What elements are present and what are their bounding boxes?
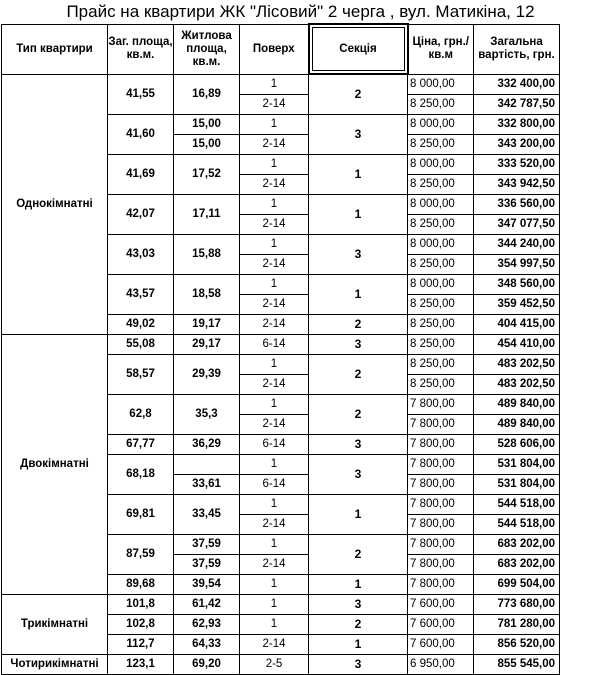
table-row xyxy=(2,74,560,94)
total-cost-cell: 544 518,00 xyxy=(474,514,560,534)
living-area-cell: 35,3 xyxy=(174,394,240,434)
living-area-cell: 17,11 xyxy=(174,194,240,234)
price-cell: 7 800,00 xyxy=(408,514,474,534)
floor-cell: 2-14 xyxy=(240,554,309,574)
total-cost-cell: 699 504,00 xyxy=(474,574,560,594)
header-living-area: Житлова площа, кв.м. xyxy=(174,24,240,74)
total-area-cell: 68,18 xyxy=(108,454,174,494)
total-cost-cell: 359 452,50 xyxy=(474,294,560,314)
price-cell: 7 600,00 xyxy=(408,634,474,654)
living-area-cell: 62,93 xyxy=(174,614,240,634)
total-area-cell: 41,55 xyxy=(108,74,174,114)
total-area-cell: 69,81 xyxy=(108,494,174,534)
price-cell: 8 250,00 xyxy=(408,94,474,114)
floor-cell: 1 xyxy=(240,494,309,514)
section-cell: 2 xyxy=(309,534,408,574)
total-area-cell: 43,57 xyxy=(108,274,174,314)
floor-cell: 2-14 xyxy=(240,174,309,194)
floor-cell: 2-5 xyxy=(240,654,309,674)
total-cost-cell: 454 410,00 xyxy=(474,334,560,354)
total-cost-cell: 773 680,00 xyxy=(474,594,560,614)
price-cell: 8 250,00 xyxy=(408,254,474,274)
floor-cell: 2-14 xyxy=(240,214,309,234)
section-cell: 3 xyxy=(309,654,408,674)
floor-cell: 1 xyxy=(240,194,309,214)
floor-cell: 2-14 xyxy=(240,134,309,154)
floor-cell: 1 xyxy=(240,74,309,94)
total-cost-cell: 344 240,00 xyxy=(474,234,560,254)
price-cell: 7 800,00 xyxy=(408,434,474,454)
section-cell: 2 xyxy=(309,614,408,634)
header-floor: Поверх xyxy=(240,24,309,74)
living-area-cell: 39,54 xyxy=(174,574,240,594)
price-cell: 8 000,00 xyxy=(408,114,474,134)
price-cell: 8 250,00 xyxy=(408,314,474,334)
living-area-cell: 15,00 xyxy=(174,114,240,134)
total-cost-cell: 781 280,00 xyxy=(474,614,560,634)
total-area-cell: 123,1 xyxy=(108,654,174,674)
floor-cell: 2-14 xyxy=(240,414,309,434)
total-cost-cell: 343 200,00 xyxy=(474,134,560,154)
section-cell: 3 xyxy=(309,114,408,154)
floor-cell: 2-14 xyxy=(240,514,309,534)
total-cost-cell: 332 400,00 xyxy=(474,74,560,94)
floor-cell: 1 xyxy=(240,234,309,254)
total-cost-cell: 528 606,00 xyxy=(474,434,560,454)
price-cell: 8 000,00 xyxy=(408,194,474,214)
price-cell: 7 800,00 xyxy=(408,494,474,514)
price-cell: 7 800,00 xyxy=(408,474,474,494)
living-area-cell: 29,17 xyxy=(174,334,240,354)
price-cell: 7 800,00 xyxy=(408,414,474,434)
total-cost-cell: 348 560,00 xyxy=(474,274,560,294)
floor-cell: 2-14 xyxy=(240,374,309,394)
apartment-type-four-room: Чотирикімнатні xyxy=(2,654,108,674)
floor-cell: 1 xyxy=(240,394,309,414)
living-area-cell: 36,29 xyxy=(174,434,240,454)
floor-cell: 2-14 xyxy=(240,254,309,274)
floor-cell: 2-14 xyxy=(240,634,309,654)
floor-cell: 6-14 xyxy=(240,334,309,354)
floor-cell: 1 xyxy=(240,614,309,634)
living-area-cell: 15,88 xyxy=(174,234,240,274)
header-total-cost: Загальна вартість, грн. xyxy=(474,24,560,74)
total-area-cell: 102,8 xyxy=(108,614,174,634)
section-cell: 1 xyxy=(309,574,408,594)
price-cell: 6 950,00 xyxy=(408,654,474,674)
total-cost-cell: 683 202,00 xyxy=(474,554,560,574)
apartment-type-one-room: Однокімнатні xyxy=(2,74,108,334)
price-table xyxy=(1,23,560,675)
total-cost-cell: 347 077,50 xyxy=(474,214,560,234)
living-area-cell: 33,45 xyxy=(174,494,240,534)
price-cell: 7 800,00 xyxy=(408,554,474,574)
price-cell: 8 250,00 xyxy=(408,294,474,314)
total-area-cell: 41,60 xyxy=(108,114,174,154)
header-section: Секція xyxy=(309,24,408,74)
floor-cell: 1 xyxy=(240,354,309,374)
living-area-cell: 15,00 xyxy=(174,134,240,154)
living-area-cell xyxy=(174,454,240,474)
price-cell: 8 250,00 xyxy=(408,134,474,154)
total-cost-cell: 531 804,00 xyxy=(474,454,560,474)
table-row xyxy=(2,594,560,614)
section-cell: 3 xyxy=(309,594,408,614)
section-cell: 1 xyxy=(309,494,408,534)
total-cost-cell: 342 787,50 xyxy=(474,94,560,114)
living-area-cell: 17,52 xyxy=(174,154,240,194)
living-area-cell: 18,58 xyxy=(174,274,240,314)
total-area-cell: 42,07 xyxy=(108,194,174,234)
total-cost-cell: 333 520,00 xyxy=(474,154,560,174)
floor-cell: 1 xyxy=(240,154,309,174)
total-cost-cell: 489 840,00 xyxy=(474,414,560,434)
price-cell: 8 250,00 xyxy=(408,354,474,374)
header-price: Ціна, грн./кв.м xyxy=(408,24,474,74)
floor-cell: 1 xyxy=(240,594,309,614)
total-cost-cell: 544 518,00 xyxy=(474,494,560,514)
total-area-cell: 89,68 xyxy=(108,574,174,594)
living-area-cell: 16,89 xyxy=(174,74,240,114)
page-title: Прайс на квартири ЖК "Лісовий" 2 черга , вул. Матикіна, 12 xyxy=(66,2,535,21)
total-area-cell: 43,03 xyxy=(108,234,174,274)
section-cell: 1 xyxy=(309,634,408,654)
total-area-cell: 62,8 xyxy=(108,394,174,434)
section-cell: 3 xyxy=(309,234,408,274)
section-cell: 3 xyxy=(309,334,408,354)
header-type: Тип квартири xyxy=(2,24,108,74)
total-cost-cell: 683 202,00 xyxy=(474,534,560,554)
total-cost-cell: 483 202,50 xyxy=(474,354,560,374)
floor-cell: 1 xyxy=(240,454,309,474)
total-cost-cell: 531 804,00 xyxy=(474,474,560,494)
total-cost-cell: 489 840,00 xyxy=(474,394,560,414)
price-cell: 8 000,00 xyxy=(408,274,474,294)
total-area-cell: 87,59 xyxy=(108,534,174,574)
apartment-type-two-room: Двокімнатні xyxy=(2,334,108,594)
floor-cell: 6-14 xyxy=(240,434,309,454)
total-cost-cell: 855 545,00 xyxy=(474,654,560,674)
price-cell: 7 800,00 xyxy=(408,454,474,474)
section-cell: 2 xyxy=(309,74,408,114)
price-cell: 7 800,00 xyxy=(408,534,474,554)
price-cell: 8 250,00 xyxy=(408,174,474,194)
apartment-type-three-room: Трикімнатні xyxy=(2,594,108,654)
living-area-cell: 61,42 xyxy=(174,594,240,614)
table-row xyxy=(2,334,560,354)
price-cell: 7 600,00 xyxy=(408,594,474,614)
section-cell: 3 xyxy=(309,434,408,454)
total-area-cell: 55,08 xyxy=(108,334,174,354)
living-area-cell: 64,33 xyxy=(174,634,240,654)
floor-cell: 1 xyxy=(240,534,309,554)
living-area-cell: 29,39 xyxy=(174,354,240,394)
price-cell: 8 000,00 xyxy=(408,154,474,174)
total-cost-cell: 856 520,00 xyxy=(474,634,560,654)
total-cost-cell: 332 800,00 xyxy=(474,114,560,134)
floor-cell: 1 xyxy=(240,574,309,594)
price-cell: 8 250,00 xyxy=(408,374,474,394)
total-area-cell: 49,02 xyxy=(108,314,174,334)
total-area-cell: 101,8 xyxy=(108,594,174,614)
section-cell: 2 xyxy=(309,314,408,334)
header-row xyxy=(2,24,560,74)
floor-cell: 1 xyxy=(240,114,309,134)
price-cell: 7 600,00 xyxy=(408,614,474,634)
price-cell: 7 800,00 xyxy=(408,394,474,414)
section-cell: 1 xyxy=(309,274,408,314)
floor-cell: 2-14 xyxy=(240,294,309,314)
floor-cell: 1 xyxy=(240,274,309,294)
total-cost-cell: 354 997,50 xyxy=(474,254,560,274)
section-cell: 2 xyxy=(309,394,408,434)
price-cell: 8 000,00 xyxy=(408,234,474,254)
price-cell: 8 250,00 xyxy=(408,214,474,234)
total-cost-cell: 404 415,00 xyxy=(474,314,560,334)
living-area-cell: 37,59 xyxy=(174,534,240,554)
header-total-area: Заг. площа, кв.м. xyxy=(108,24,174,74)
section-cell: 3 xyxy=(309,454,408,494)
table-row xyxy=(2,654,560,674)
price-cell: 7 800,00 xyxy=(408,574,474,594)
total-area-cell: 67,77 xyxy=(108,434,174,454)
price-cell: 8 000,00 xyxy=(408,74,474,94)
total-cost-cell: 483 202,50 xyxy=(474,374,560,394)
total-area-cell: 58,57 xyxy=(108,354,174,394)
living-area-cell: 69,20 xyxy=(174,654,240,674)
floor-cell: 2-14 xyxy=(240,94,309,114)
living-area-cell: 19,17 xyxy=(174,314,240,334)
total-area-cell: 41,69 xyxy=(108,154,174,194)
floor-cell: 6-14 xyxy=(240,474,309,494)
section-cell: 1 xyxy=(309,154,408,194)
price-cell: 8 250,00 xyxy=(408,334,474,354)
total-cost-cell: 336 560,00 xyxy=(474,194,560,214)
living-area-cell: 37,59 xyxy=(174,554,240,574)
total-cost-cell: 343 942,50 xyxy=(474,174,560,194)
section-cell: 2 xyxy=(309,354,408,394)
floor-cell: 2-14 xyxy=(240,314,309,334)
living-area-cell: 33,61 xyxy=(174,474,240,494)
total-area-cell: 112,7 xyxy=(108,634,174,654)
section-cell: 1 xyxy=(309,194,408,234)
